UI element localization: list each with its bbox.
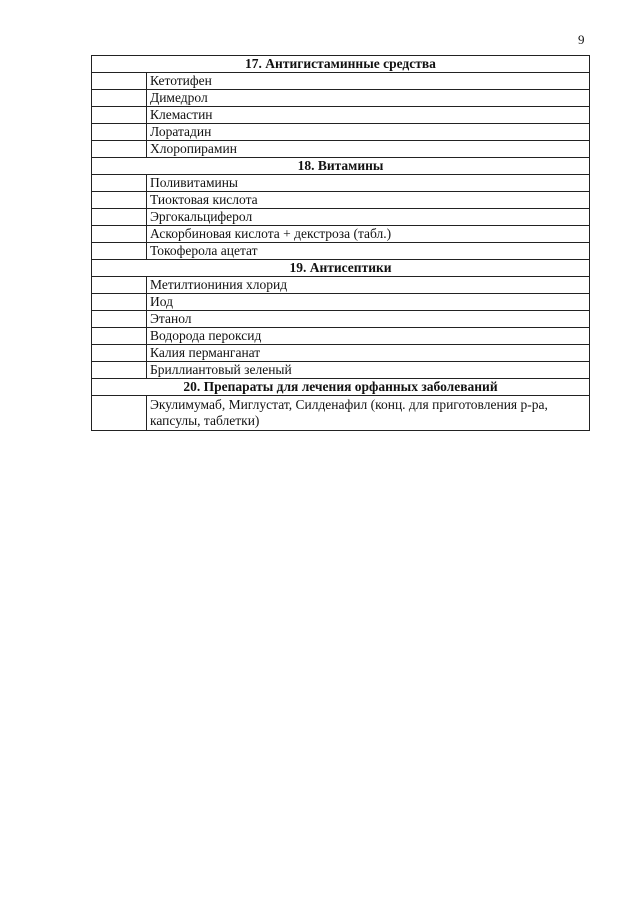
drug-name: Аскорбиновая кислота + декстроза (табл.) — [147, 226, 590, 243]
section-title: 20. Препараты для лечения орфанных заболеваний — [92, 379, 590, 396]
table-row — [92, 107, 590, 124]
drug-name: Бриллиантовый зеленый — [147, 362, 590, 379]
number-cell — [92, 226, 147, 243]
table-row — [92, 345, 590, 362]
section-title: 19. Антисептики — [92, 260, 590, 277]
drug-name: Калия перманганат — [147, 345, 590, 362]
section-header-row — [92, 260, 590, 277]
number-cell — [92, 90, 147, 107]
table-row — [92, 226, 590, 243]
drug-name: Водорода пероксид — [147, 328, 590, 345]
table-row — [92, 294, 590, 311]
table-row — [92, 311, 590, 328]
number-cell — [92, 141, 147, 158]
table-row — [92, 277, 590, 294]
section-header-row — [92, 158, 590, 175]
drug-name: Поливитамины — [147, 175, 590, 192]
number-cell — [92, 243, 147, 260]
number-cell — [92, 345, 147, 362]
drug-name: Кетотифен — [147, 73, 590, 90]
table-row — [92, 209, 590, 226]
number-cell — [92, 362, 147, 379]
drug-name: Иод — [147, 294, 590, 311]
section-title: 17. Антигистаминные средства — [92, 56, 590, 73]
table-row — [92, 141, 590, 158]
drug-name: Клемастин — [147, 107, 590, 124]
table-row — [92, 73, 590, 90]
table-row — [92, 328, 590, 345]
table-row — [92, 243, 590, 260]
drug-name: Димедрол — [147, 90, 590, 107]
table-row — [92, 192, 590, 209]
section-title: 18. Витамины — [92, 158, 590, 175]
page-number: 9 — [578, 32, 585, 47]
drug-name: Лоратадин — [147, 124, 590, 141]
table-row — [92, 175, 590, 192]
number-cell — [92, 311, 147, 328]
number-cell — [92, 192, 147, 209]
number-cell — [92, 396, 147, 431]
section-header-row — [92, 56, 590, 73]
section-header-row — [92, 379, 590, 396]
table-row — [92, 362, 590, 379]
drug-name: Экулимумаб, Миглустат, Силденафил (конц. для приготовления р-ра, капсулы, таблетки) — [147, 396, 590, 431]
table-row — [92, 90, 590, 107]
drug-name: Токоферола ацетат — [147, 243, 590, 260]
drug-name: Тиоктовая кислота — [147, 192, 590, 209]
drug-name: Метилтиониния хлорид — [147, 277, 590, 294]
number-cell — [92, 294, 147, 311]
number-cell — [92, 175, 147, 192]
number-cell — [92, 277, 147, 294]
drug-name: Хлоропирамин — [147, 141, 590, 158]
drug-name: Этанол — [147, 311, 590, 328]
number-cell — [92, 73, 147, 90]
number-cell — [92, 209, 147, 226]
number-cell — [92, 328, 147, 345]
drug-name: Эргокальциферол — [147, 209, 590, 226]
drug-list-table — [91, 55, 590, 431]
number-cell — [92, 107, 147, 124]
number-cell — [92, 124, 147, 141]
table-row — [92, 396, 590, 431]
table-row — [92, 124, 590, 141]
